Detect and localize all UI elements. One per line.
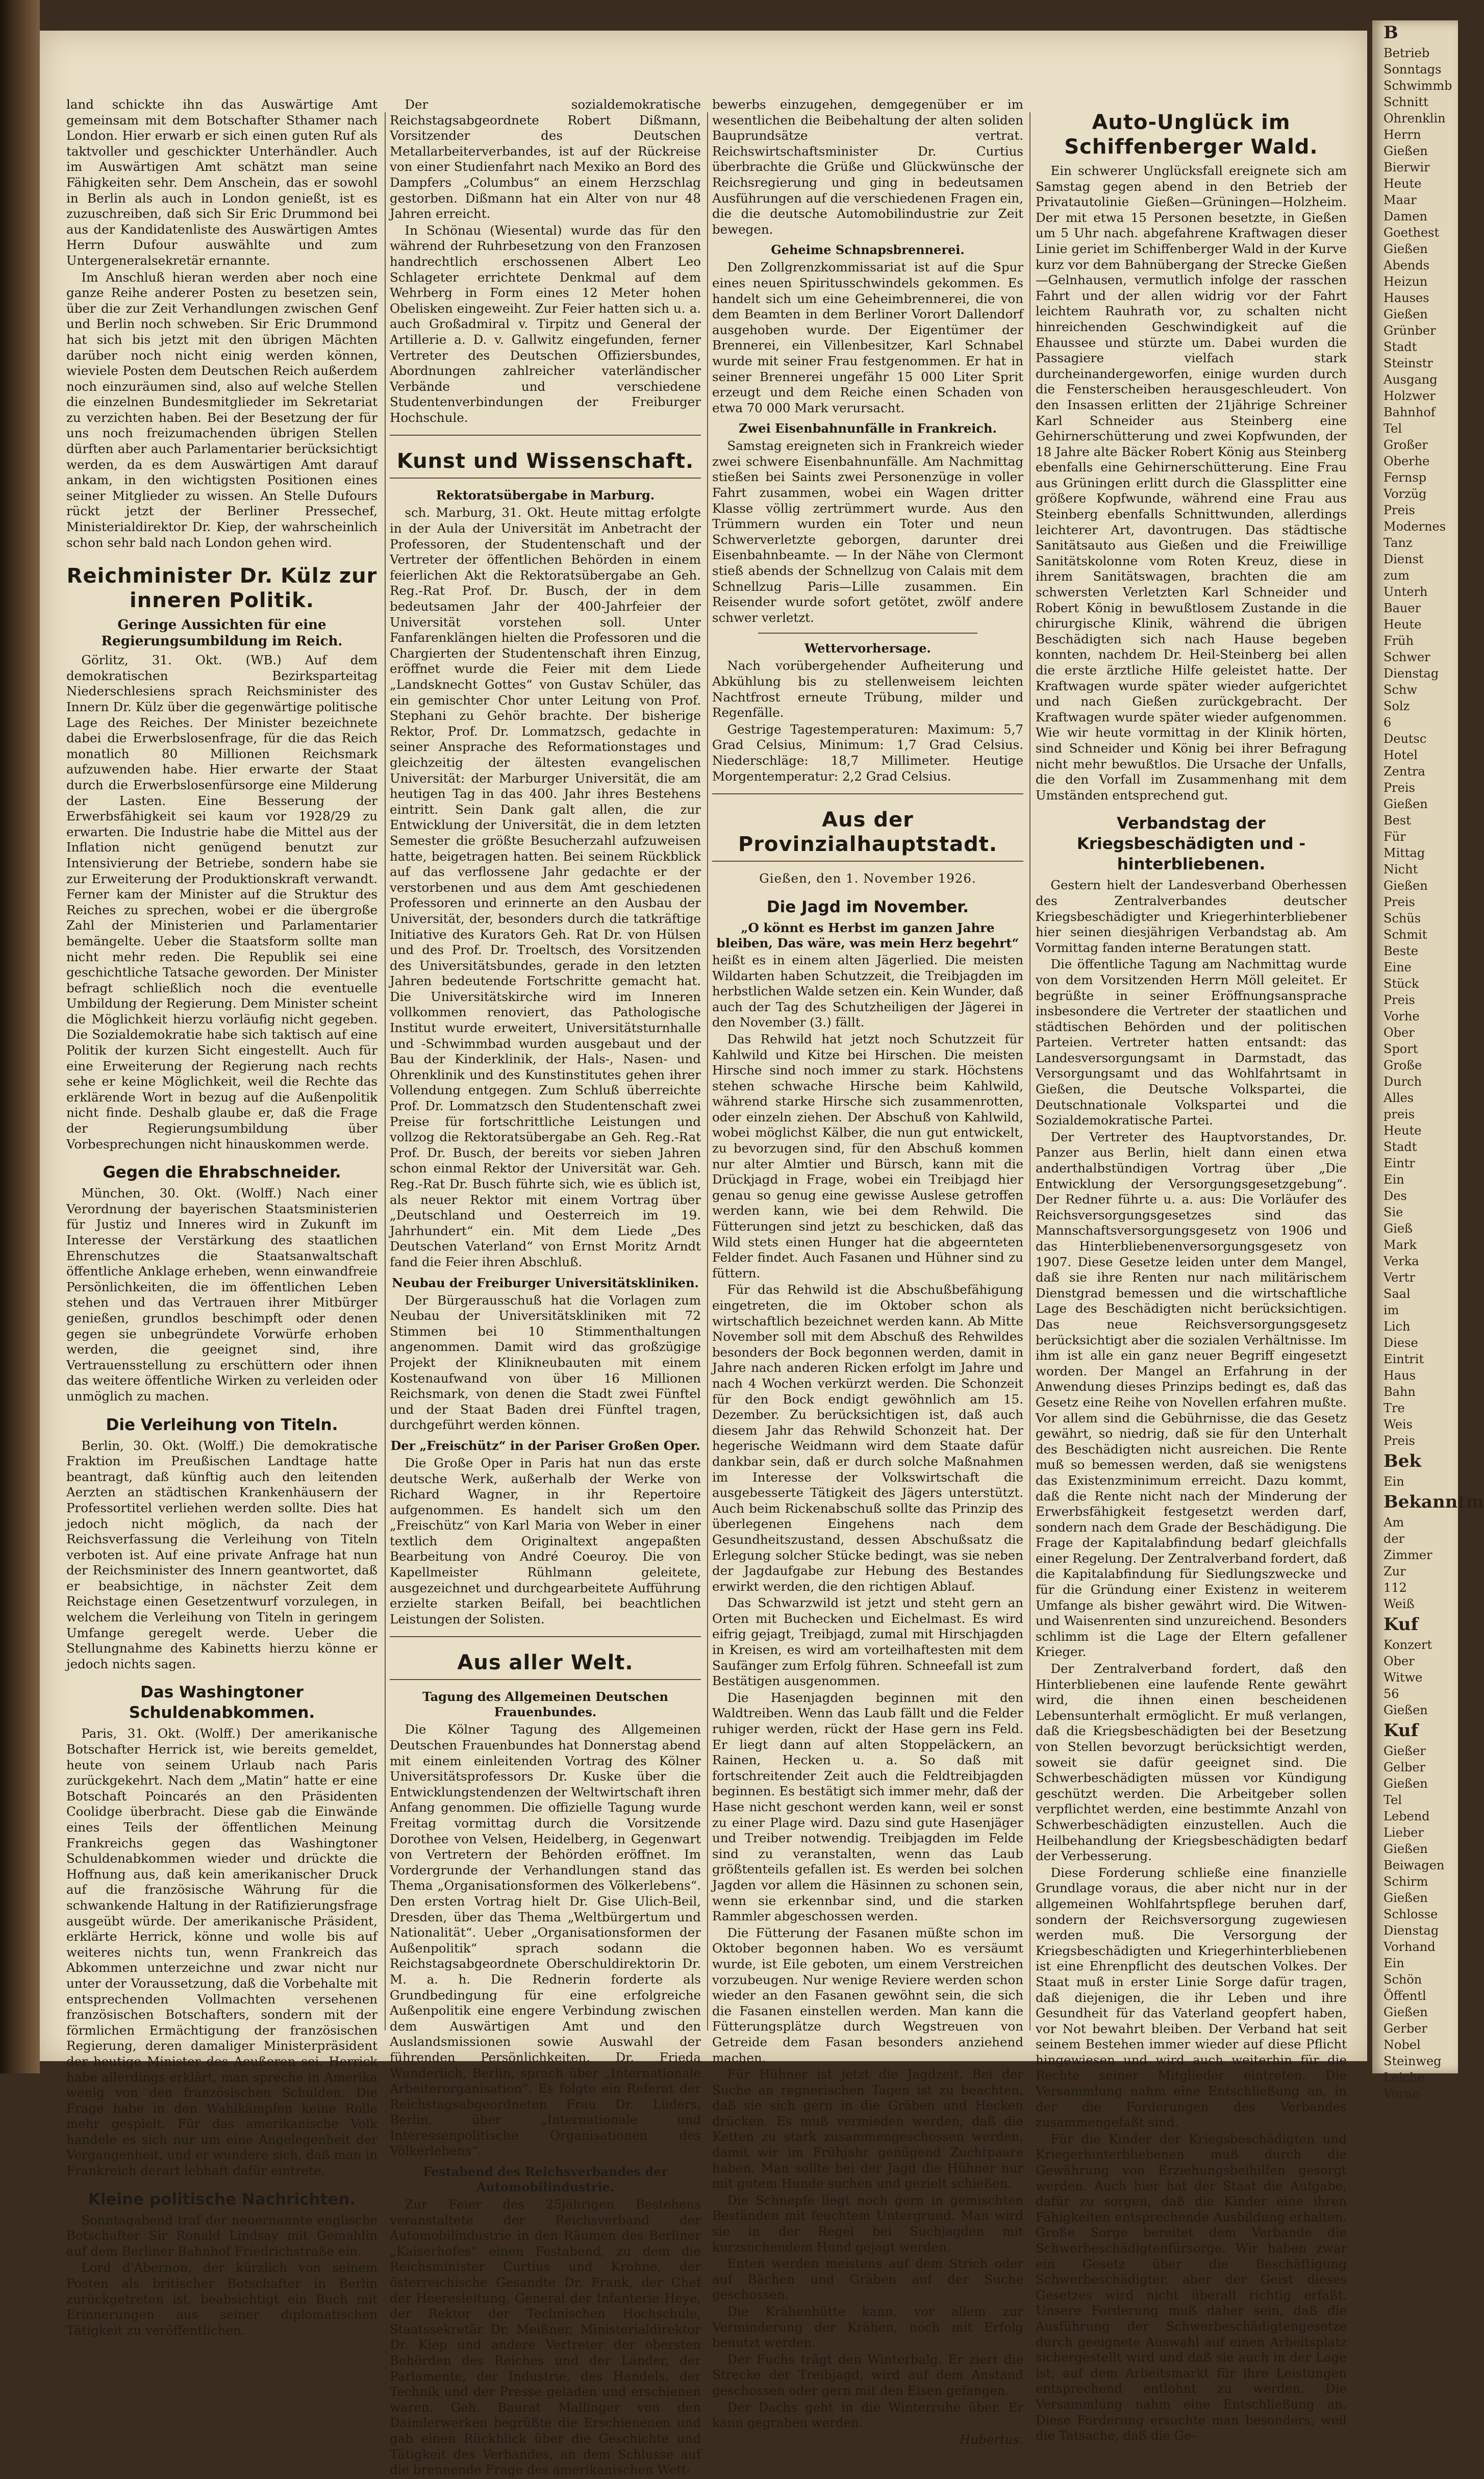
adjacent-page-text-fragment: Schlosse: [1384, 1907, 1438, 1921]
adjacent-page-text-fragment: Tanz: [1384, 536, 1413, 550]
paragraph: bewerbs einzugehen, demgegenüber er im wesentlichen die Beibehaltung der alten soliden Bauprundsätze vertrat. Reichswirtschaftsminister Dr. Curtius überbrachte die Grüße und Glückwünsche der Reichsregierung und ging in bedeutsamen Ausführungen auf die verschiedenen Fragen ein, die die deutsche Automobilindustrie zur Zeit bewegen.: [712, 97, 1023, 237]
column-1: [66, 97, 378, 2339]
adjacent-page-text-fragment: Tre: [1384, 1401, 1405, 1415]
paragraph: Diese Forderung schließe eine finanzielle Grundlage voraus, die aber nicht nur in der allgemeinen Wohlfahrtspflege beruhen darf, sondern der Reichsversorgung zugewiesen werden muß. Die Versorgung der Kriegsbeschädigten und Kriegerhinterbliebenen ist eine Ehrenpflicht des deutschen Volkes. Der Staat muß in erster Linie Sorge dafür tragen, daß diejenigen, die ihr Leben und ihre Gesundheit für das Vaterland geopfert haben, vor Not bewahrt bleiben. Der Verband hat seit seinem Bestehen immer wieder auf diese Pflicht hingewiesen und wird auch weiterhin für die Rechte seiner Mitglieder eintreten. Die Versammlung nahm eine Entschließung an, in der die Forderungen des Verbandes zusammengefaßt sind.: [1036, 1865, 1347, 2130]
adjacent-page-text-fragment: im: [1384, 1303, 1399, 1317]
adjacent-page-text-fragment: Bahn: [1384, 1385, 1416, 1399]
author-signature: Hubertus.: [959, 2432, 1023, 2447]
paragraph: In Schönau (Wiesental) wurde das für den während der Ruhrbesetzung von den Franzosen handrechtlich erschossenen Albert Leo Schlageter errichtete Denkmal auf dem Wehrberg in Form eines 12 Meter hohen Obelisken eingeweiht. Zur Feier hatten sich u. a. auch Großadmiral v. Tirpitz und General der Artillerie a. D. v. Gallwitz eingefunden, ferner Vertreter des Deutschen Offiziersbundes, Abordnungen zahlreicher vaterländischer Verbände und verschiedene Studentenverbindungen der Freiburger Hochschule.: [390, 222, 701, 425]
adjacent-page-text-fragment: Durch: [1384, 1074, 1422, 1089]
paragraph: heißt es in einem alten Jägerlied. Die meisten Wildarten haben Schutzzeit, die Treibjagden im herbstlichen Walde setzen ein. Kein Wunder, daß auch der Tag des Schutzheiligen der Jägerei in den November (3.) fällt.: [712, 952, 1023, 1030]
adjacent-page-text-fragment: Schwimmb: [1384, 79, 1452, 93]
paragraph: sch. Marburg, 31. Okt. Heute mittag erfolgte in der Aula der Universität im Anbetracht der Professoren, der Studentenschaft und der Vertreter der öffentlichen Behörden in einem feierlichen Akt die Rektoratsübergabe an Geh. Reg.-Rat Prof. Dr. Busch, der in dem bedeutsamen Jahr der 400-Jahrfeier der Universität vorstehen soll. Unter Fanfarenklängen hielten die Professoren und die Chargierten der Studentenschaft ihren Einzug, eröffnet wurde die Feier mit dem Liede „Landsknecht Gottes“ von Gustav Schüler, das ein gemischter Chor unter Leitung von Prof. Stephani zu Gehör brachte. Der bisherige Rektor, Prof. Dr. Lommatzsch, gedachte in seiner Ansprache des Reformationstages und gleichzeitig der ältesten evangelischen Universität: der Marburger Universität, die am heutigen Tag in das 400. Jahr ihres Bestehens eintritt. Sein Dank galt allen, die zur Entwicklung der Universität, die in dem letzten Semester die größte Besucherzahl aufzuweisen hatte, beigetragen hatten. Bei seinem Rückblick auf das verflossene Jahr gedachte er der verstorbenen und aus dem Amt geschiedenen Professoren und erinnerte an den Ausbau der Universität, der, besonders durch die tatkräftige Initiative des Kurators Geh. Rat Dr. von Hülsen und des Prof. Dr. Troeltsch, des Vorsitzenden des Universitätsbundes, gerade in den letzten Jahren bedeutende Fortschritte gemacht hat. Die Universitätskirche wird im Inneren vollkommen renoviert, das Pathologische Institut wurde erweitert, Universitätsturnhalle und -Schwimmbad wurden ausgebaut und der Bau der Kinderklinik, der Hals-, Nasen- und Ohrenklinik und des Kunstinstitutes gehen ihrer Vollendung entgegen. Zum Schluß überreichte Prof. Dr. Lommatzsch den Studentenschaft zwei Preise für fortschrittliche Leistungen und vollzog die Rektoratsübergabe an Geh. Reg.-Rat Prof. Dr. Busch, der bereits vor sieben Jahren schon einmal Rektor der Universität war. Geh. Reg.-Rat Dr. Busch führte sich, wie es üblich ist, als neuer Rektor mit einem Vortrag über „Deutschland und Oesterreich im 19. Jahrhundert“ ein. Mit dem Liede „Des Deutschen Vaterland“ von Ernst Moritz Arndt fand die Feier ihren Abschluß.: [390, 505, 701, 1269]
adjacent-page-text-fragment: Haus: [1384, 1368, 1416, 1383]
adjacent-page-text-fragment: Stadt: [1384, 340, 1417, 354]
paragraph: Den Zollgrenzkommissariat ist auf die Spur eines neuen Spiritusschwindels gekommen. Es handelt sich um eine Geheimbrennerei, die von dem Beamten in dem Berliner Vorort Dallendorf ausgehoben wurde. Der Eigentümer der Brennerei, ein Villenbesitzer, Karl Schnabel wurde mit seiner Frau festgenommen. Er hat in seiner Brennerei ungefähr 15 000 Liter Sprit erzeugt und dem Reiche einen Schaden von etwa 70 000 Mark verursacht.: [712, 260, 1023, 415]
adjacent-page-text-fragment: Vorhe: [1384, 1009, 1420, 1023]
adjacent-page-text-fragment: Modernes: [1384, 519, 1446, 534]
adjacent-page-text-fragment: Vorne: [1384, 2087, 1420, 2101]
adjacent-page-text-fragment: Lich: [1384, 1319, 1411, 1334]
paragraph: Zur Feier des 25jährigen Bestehens veranstaltete der Reichsverband der Automobilindustrie in den Räumen des Berliner „Kaiserhofes“ einen Festabend, zu dem die Reichsminister Curtius und Krohne, der österreichische Gesandte Dr. Frank, der Chef der Heeresleitung, General der Infanterie Heye, der Rektor der Technischen Hochschule, Staatssekretär Dr. Meißner, Ministerialdirektor Dr. Kiep und andere Vertreter der obersten Behörden des Reiches und der Länder, der Parlamente, der Industrie, des Handels, der Technik und der Presse geladen und erschienen waren. Geh. Baurat Mallinger von den Daimlerwerken begrüßte die Erschienenen und gab einen Rückblick über die Geschichte und Tätigkeit des Verbandes, an dem Schlusse auf die brennende Frage des amerikanischen Wett-: [390, 2197, 701, 2477]
adjacent-page-text-fragment: Am: [1384, 1515, 1404, 1530]
paragraph: Der Fuchs trägt den Winterbalg. Er ziert die Strecke der Treibjagd, wird auf dem Anstand geschossen oder gern mit den Eisen gefangen.: [712, 2351, 1023, 2398]
dateline: Gießen, den 1. November 1926.: [759, 871, 976, 886]
motto: „O könnt es Herbst im ganzen Jahre bleiben, Das wäre, was mein Herz begehrt“: [716, 920, 1019, 951]
adjacent-page-text-fragment: Deutsc: [1384, 732, 1427, 746]
adjacent-page-text-fragment: Gießen: [1384, 307, 1428, 321]
adjacent-page-text-fragment: Heizun: [1384, 274, 1428, 289]
adjacent-page-text-fragment: Bauer: [1384, 601, 1421, 615]
paragraph: Enten werden meistens auf dem Strich oder auf Bächen und Gräben auf der Suche geschossen.: [712, 2256, 1023, 2302]
paragraph: Das Schwarzwild ist jetzt und steht gern an Orten mit Buchecken und Eichelmast. Es wird eifrig gejagt, Treibjagd, zumal mit Hirschjagden in Kreisen, es wird am vorteilhaftesten mit dem Saufänger zum Erfolg führen. Schneefall ist zum Bestätigen ausgenommen.: [712, 1595, 1023, 1689]
adjacent-page-text-fragment: Weiß: [1384, 1597, 1415, 1611]
adjacent-page-text-fragment: Goethest: [1384, 226, 1440, 240]
adjacent-page-text-fragment: Holzwer: [1384, 389, 1436, 403]
adjacent-page-text-fragment: Ausgang: [1384, 372, 1438, 387]
subheadline-automobil: Festabend des Reichsverbandes der Automobilindustrie.: [423, 2164, 668, 2195]
adjacent-page-text-fragment: Nicht: [1384, 862, 1418, 877]
headline-ehrabschneider: Gegen die Ehrabschneider.: [103, 1163, 341, 1182]
paragraph: Lord d'Abernon, der kürzlich von seinem Posten als britischer Botschafter in Berlin zurückgetreten ist, beabsichtigt ein Buch mit Erinnerungen aus seiner diplomatischen Tätigkeit zu veröffentlichen.: [66, 2260, 378, 2338]
adjacent-page-text-fragment: zum: [1384, 568, 1410, 583]
adjacent-page-text-fragment: Saal: [1384, 1287, 1411, 1301]
adjacent-page-text-fragment: Fernsp: [1384, 470, 1427, 485]
headline-titel: Die Verleihung von Titeln.: [106, 1415, 338, 1434]
adjacent-page-text-fragment: Betrieb: [1384, 46, 1430, 60]
adjacent-page-text-fragment: Maar: [1384, 193, 1417, 207]
adjacent-page-text-fragment: Schön: [1384, 1972, 1422, 1987]
headline-washington: Das Washingtoner Schuldenabkommen.: [129, 1683, 315, 1722]
adjacent-page-text-fragment: Zur: [1384, 1564, 1406, 1579]
headline-aus-aller-welt: Aus aller Welt.: [457, 1651, 634, 1675]
headline-kriegsbeschaedigte: Verbandstag der Kriegsbeschädigten und -hinterbliebenen.: [1076, 814, 1306, 874]
subheadline-frauenbund: Tagung des Allgemeinen Deutschen Frauenbundes.: [422, 1689, 668, 1720]
headline-jagd: Die Jagd im November.: [766, 897, 969, 916]
adjacent-page-text-fragment: der: [1384, 1532, 1405, 1546]
adjacent-page-text-fragment: Konzert: [1384, 1638, 1432, 1652]
paragraph: Berlin, 30. Okt. (Wolff.) Die demokratische Fraktion im Preußischen Landtage hatte beantragt, daß künftig auch den leitenden Aerzten an städtischen Krankenhäusern der Professortitel verliehen werden sollte. Dies hat jedoch nicht möglich, da nach der Reichsverfassung die Verleihung von Titeln verboten ist. Auf eine private Anfrage hat nun der Reichsminister des Innern geantwortet, daß er beabsichtige, in nächster Zeit dem Reichstage einen Gesetzentwurf vorzulegen, in welchem die Verleihung von Titeln in geringem Umfange geregelt werde. Ueber die Stellungnahme des Kabinetts hierzu könne er jedoch nichts sagen.: [66, 1438, 378, 1671]
adjacent-page-text-fragment: Herrn: [1384, 128, 1421, 142]
adjacent-page-text-fragment: Ein: [1384, 1956, 1404, 1970]
adjacent-page-text-fragment: Öffentl: [1384, 1989, 1426, 2003]
paragraph: Die Schnepfe liegt noch gern in gemischten Beständen mit feuchtem Untergrund. Man wird sie in der Regel bei Suchjagden mit kurzsuchendem Hund gejagt werden.: [712, 2192, 1023, 2255]
paragraph: Die öffentliche Tagung am Nachmittag wurde von dem Vorsitzenden Herrn Möll geleitet. Er begrüßte in seiner Eröffnungsansprache insbesondere die Vertreter der staatlichen und städtischen Behörden und der politischen Parteien. Vertreter hatten entsandt: das Landesversorgungsamt in Darmstadt, das Versorgungsamt und das Wohlfahrtsamt in Gießen, die Deutsche Volkspartei, die Deutschnationale Volkspartei und die Sozialdemokratische Partei.: [1036, 957, 1347, 1128]
adjacent-page-text-fragment: Schwer: [1384, 650, 1430, 664]
adjacent-page-text-fragment: Des: [1384, 1189, 1407, 1203]
adjacent-page-text-fragment: Kuf: [1384, 1720, 1419, 1741]
adjacent-page-text-fragment: Steinweg: [1384, 2054, 1442, 2068]
paragraph: Für Hühner ist jetzt die Jagdzeit. Bei der Suche an regnerischen Tagen ist zu beachten, daß sie sich gern in die Gräben und Hecken drücken. Es muß vermieden werden, daß die Ketten zu stark zusammengeschossen werden, damit wir im Frühjahr genügend Zuchtpaare haben. Man sollte bei der Jagd die Hühner nur mit gutem Hunde suchen und gezielt schießen.: [712, 2067, 1023, 2191]
adjacent-page-text-fragment: Weis: [1384, 1417, 1413, 1432]
adjacent-page-text-fragment: Große: [1384, 1058, 1422, 1072]
adjacent-page-text-fragment: Vertr: [1384, 1270, 1415, 1285]
paragraph: Der Vertreter des Hauptvorstandes, Dr. Panzer aus Berlin, hielt dann einen etwa anderthalbstündigen Vortrag über „Die Entwicklung der Versorgungsgesetzgebung“. Der Redner führte u. a. aus: Die Vorläufer des Reichsversorgungsgesetzes sind das Mannschaftsversorgungsgesetz von 1906 und das Hinterbliebenenversorgungsgesetz von 1907. Diese Gesetze leiden unter dem Mangel, daß sie ihre Renten nur nach militärischem Dienstgrad bemessen und die wirtschaftliche Lage des Beschädigten nicht berücksichtigen. Das neue Reichsversorgungsgesetz berücksichtigt aber die sozialen Verhältnisse. Im ihm ist alle ein ganz neuer Begriff eingesetzt worden. Der Mangel an Erfahrung in der Anwendung dieses Prinzips bedingt es, daß das Gesetz eine Reihe von Novellen erfahren mußte. Vor allem sind die Gebührnisse, die das Gesetz gewährt, so niedrig, daß sie für den Unterhalt des Beschädigten nicht ausreichen. Die Rente muß so bemessen werden, daß sie wenigstens das Existenzminimum erreicht. Dazu kommt, daß die Rente nicht nach der Minderung der Erwerbsfähigkeit festgesetzt werden darf, sondern nach dem Grade der Beschädigung. Die Frage der Kapitalabfindung bedarf gleichfalls einer Regelung. Der Zentralverband fordert, daß die Kapitalabfindung für Siedlungszwecke und für die Gründung einer Existenz in weiterem Umfange als bisher gewährt wird. Die Witwen- und Waisenrenten sind unzureichend. Besonders schlimm ist die Lage der Eltern gefallener Krieger.: [1036, 1129, 1347, 1660]
adjacent-page-text-fragment: Bekanntm: [1384, 1492, 1484, 1512]
adjacent-page-text-fragment: Witwe: [1384, 1670, 1423, 1685]
adjacent-page-text-fragment: Schw: [1384, 683, 1417, 697]
adjacent-page-text-fragment: Gießer: [1384, 1744, 1426, 1758]
adjacent-page-text-fragment: Mittag: [1384, 846, 1425, 860]
paragraph: Die Große Oper in Paris hat nun das erste deutsche Werk, außerhalb der Werke von Richard Wagner, in ihr Repertoire aufgenommen. Es handelt sich um den „Freischütz“ von Karl Maria von Weber in einer textlich dem Originaltext angepaßten Bearbeitung von André Coeuroy. Die von Kapellmeister Rühlmann geleitete, ausgezeichnet und durchgearbeitete Aufführung erzielte starken Beifall, bei beachtlichen Leistungen der Solisten.: [390, 1455, 701, 1626]
adjacent-page-text-fragment: Schirm: [1384, 1874, 1428, 1889]
adjacent-page-text-fragment: Preis: [1384, 993, 1415, 1007]
adjacent-page-text-fragment: Gießen: [1384, 2005, 1428, 2019]
adjacent-page-text-fragment: Lebend: [1384, 1809, 1430, 1823]
adjacent-page-text-fragment: Hauses: [1384, 291, 1429, 305]
separator: [758, 633, 977, 634]
binding-gutter: [0, 0, 40, 2073]
adjacent-page-text-fragment: Dienst: [1384, 552, 1424, 566]
adjacent-page-text-fragment: Eine: [1384, 960, 1412, 974]
adjacent-page-text-fragment: Damen: [1384, 209, 1427, 223]
adjacent-page-text-fragment: Stück: [1384, 976, 1419, 991]
adjacent-page-text-fragment: Gießen: [1384, 797, 1428, 811]
paragraph: Das Rehwild hat jetzt noch Schutzzeit für Kahlwild und Kitze bei Hirschen. Die meisten Hirsche sind noch immer zu stark. Höchstens stehen schwache Hirsche beim Kahlwild, während starke Hirsche sich zusammenrotten, oder einzeln ziehen. Der Abschuß von Kahlwild, wobei möglichst Kälber, die nun gut entwickelt, zu bevorzugen sind, für den Abschuß kommen nur alter Almtier und Bürsch, kann mit die Drückjagd in Frage, wobei ein Treibjagd hier genau so genug eine gewisse Auslese getroffen werden kann, wie bei dem Rehwild. Die Fütterungen sind jetzt zu beschicken, daß das Wild stets einen Hunger hat die abgeernteten Felder findet. Auch Fasanen und Hühner sind zu füttern.: [712, 1031, 1023, 1281]
paragraph: Der Zentralverband fordert, daß den Hinterbliebenen eine laufende Rente gewährt wird, die ihnen einen bescheidenen Lebensunterhalt ermöglicht. Er muß verlangen, daß die Kriegsbeschädigten bei der Besetzung von Stellen bevorzugt berücksichtigt werden, soweit sie dafür geeignet sind. Die Schwerbeschädigten müssen vor Kündigung geschützt werden. Die Arbeitgeber sollen verpflichtet werden, eine bestimmte Anzahl von Schwerbeschädigten einzustellen. Auch die Heilbehandlung der Kriegsbeschädigten bedarf der Verbesserung.: [1036, 1661, 1347, 1864]
adjacent-page-text-fragment: Vorhand: [1384, 1940, 1436, 1954]
subheadline-wetter: Wettervorhersage.: [804, 641, 931, 656]
adjacent-page-text-fragment: Hotel: [1384, 748, 1418, 762]
adjacent-page-text-fragment: Tel: [1384, 1793, 1402, 1807]
adjacent-page-text-fragment: Diese: [1384, 1336, 1418, 1350]
adjacent-page-text-fragment: Zimmer: [1384, 1548, 1432, 1562]
adjacent-page-text-fragment: Leiche: [1384, 2070, 1425, 2085]
adjacent-page-text-fragment: Eintrit: [1384, 1352, 1424, 1366]
adjacent-page-text-fragment: Grünber: [1384, 323, 1436, 338]
paragraph: Die Fütterung der Fasanen müßte schon im Oktober begonnen haben. Wo es versäumt wurde, ist Eile geboten, um einem Verstreichen vorzubeugen. Nur wenige Reviere werden schon wieder an den Fasanen gewöhnt sein, die sich die Fasanen einstellen werden. Man kann die Fütterungsplätze durch Wegstreuen von Getreide dem Fasan besonders anziehend machen.: [712, 1925, 1023, 2065]
paragraph: land schickte ihn das Auswärtige Amt gemeinsam mit dem Botschafter Sthamer nach London. Hier erwarb er sich einen guten Ruf als taktvoller und geschickter Unterhändler. Auch im Auswärtigen Amt schätzt man seine Fähigkeiten sehr. Dem Anschein, das er sowohl in Berlin als auch in London genießt, ist es zuzuschreiben, daß sich Sir Eric Drummond bei aus der Kandidatenliste des Auswärtigen Amtes Herrn Dufour auswählte und zum Untergeneralsekretär ernannte.: [66, 97, 378, 268]
adjacent-page-text-fragment: Solz: [1384, 699, 1410, 713]
subheadline-kuelz: Geringe Aussichten für eine Regierungsumbildung im Reich.: [101, 617, 343, 649]
adjacent-page-text-fragment: Nobel: [1384, 2038, 1421, 2052]
headline-kleine-nachrichten: Kleine politische Nachrichten.: [88, 2190, 356, 2209]
adjacent-page-text-fragment: Gießen: [1384, 144, 1428, 158]
column-rule: [385, 112, 386, 2031]
adjacent-page-text-fragment: Früh: [1384, 634, 1414, 648]
adjacent-page-text-fragment: Bierwir: [1384, 160, 1430, 174]
adjacent-page-text-fragment: Gießen: [1384, 1891, 1428, 1905]
paragraph: Görlitz, 31. Okt. (WB.) Auf dem demokratischen Bezirksparteitag Niederschlesiens sprach Reichsminister des Innern Dr. Külz über die gegenwärtige politische Lage des Reiches. Der Minister bezeichnete dabei die Erwerbslosenfrage, für die das Reich monatlich 80 Millionen Reichsmark aufzuwenden habe. Hier erwarte der Staat durch die Erwerbslosenfürsorge eine Milderung der Lasten. Eine Besserung der Erwerbsfähigkeit sei kaum vor 1928/29 zu erwarten. Die Industrie habe die Mittel aus der Inflation nicht genügend benutzt zur Intensivierung der Betriebe, sondern habe sie zur Erweiterung der Produktionskraft verwandt. Ferner kam der Minister auf die Struktur des Reiches zu sprechen, wobei er die übergroße Zahl der Ministerien und Parlamentarier bemängelte. Ueber die Staatsform sollte man nicht mehr reden. Die Republik sei eine geschichtliche Tatsache geworden. Der Minister befragt schließlich noch die eventuelle Umbildung der Regierung. Dem Minister scheint die Möglichkeit hierzu vorläufig nicht gegeben. Die Sozialdemokratie habe sich taktisch auf eine Politik der kurzen Sicht eingestellt. Auch für eine Erweiterung der Regierung nach rechts sehe er keine Möglichkeit, weil die Rechte das erklärende Wort in bezug auf die Außenpolitik nicht finde. Deshalb glaube er, daß die Frage der Regierungsumbildung über Vorbesprechungen nicht hinauskommen werde.: [66, 653, 378, 1151]
paragraph: Im Anschluß hieran werden aber noch eine ganze Reihe anderer Posten zu besetzen sein, über die zur Zeit Verhandlungen zwischen Genf und Berlin noch schweben. Sir Eric Drummond hat sich bis jetzt mit den übrigen Mächten darüber noch nicht einig werden können, wieviele Posten dem Deutschen Reich außerdem noch einzuräumen sind, also auf welche Stellen die einzelnen Bundesmitglieder im Sekretariat zu verzichten haben. Bei der Besetzung der für uns noch freizumachenden übrigen Stellen dürften aber auch Parlamentarier berücksichtigt werden, da es dem Auswärtigen Amt darauf ankam, in den wichtigsten Positionen eines seiner Mitglieder zu wissen. An Stelle Dufours rückt jetzt der Berliner Pressechef, Ministerialdirektor Dr. Kiep, der wahrscheinlich schon sehr bald nach London gehen wird.: [66, 269, 378, 550]
adjacent-page-text-fragment: Oberhe: [1384, 454, 1430, 468]
paragraph: Ein schwerer Unglücksfall ereignete sich am Samstag gegen abend in den Betrieb der Privatautolinie Gießen—Grüningen—Holzheim. Der mit etwa 15 Personen besetzte, in Gießen um 5 Uhr nach. abgefahrene Kraftwagen dieser Linie geriet im Schiffenberger Wald in der Kurve kurz vor dem Bahnübergang der Strecke Gießen—Gelnhausen, vermutlich infolge der rasschen Fahrt und der allen widrig vor der Fahrt leichtem Rauhrath vor, zu schalten nicht hinreichenden Geschwindigkeit auf die Ehaussee und stürzte um. Dabei wurden die Passagiere vielfach stark durcheinandergeworfen, einige wurden durch die Fensterscheiben herausgeschleudert. Von den Insassen erlitten der 21jährige Schreiner Karl Schneider aus Steinberg eine Gehirnerschütterung und zwei Kopfwunden, der 18 Jahre alte Bäcker Robert König aus Steinberg ebenfalls eine Gehirnerschütterung. Eine Frau aus Grüningen erlitt durch die Glassplitter eine größere Kopfwunde, während eine Frau aus Steinberg ebenfalls Schnittwunden, allerdings leichterer Art, davontrugen. Das städtische Sanitätsauto aus Gießen und die Freiwillige Sanitätskolonne vom Roten Kreuz, diese in ihrem Sanitätswagen, brachten die am schwersten Verletzten Karl Schneider und Robert König in bewußtlosem Zustande in die chirurgische Klinik, während die übrigen Beschädigten sich nach Hause begeben konnten, nachdem Dr. Heil-Steinberg bei allen die erste ärztliche Hilfe geleistet hatte. Der Kraftwagen wurde später wieder aufgerichtet und nach Gießen zurückgebracht. Der Kraftwagen wurde später wieder aufgenommen. Wie wir heute vormittag in der Klinik hörten, sind Schneider und König bei ihrer Befragung nicht mehr bewußtlos. Die Ursache der Unfalls, die den Vorfall im Zusammenhang mit dem Umständen entsprechend gut.: [1036, 163, 1347, 803]
paragraph: Der sozialdemokratische Reichstagsabgeordnete Robert Dißmann, Vorsitzender des Deutschen Metallarbeiterverbandes, ist auf der Rückreise von einer Studienfahrt nach Mexiko an Bord des Dampfers „Columbus“ an einem Herzschlag gestorben. Dißmann hat ein Alter von nur 48 Jahren erreicht.: [390, 97, 701, 221]
paragraph: Für das Rehwild ist die Abschußbefähigung eingetreten, die im Oktober schon als wirtschaftlich bezeichnet werden kann. Ab Mitte November soll mit dem Abschuß des Rehwildes besonders der Bock begonnen werden, damit in Jahre nach anderen Ricken erfolgt im Jahre und nach 4 Wochen verkürzt werden. Die Schonzeit für den Bock endigt gewöhnlich am 15. Dezember. Zu berücksichtigen ist, daß auch diesem Jahr das Rehwild Schonzeit hat. Der hegerische Weidmann wird dem Staate dafür dankbar sein, daß er durch solche Maßnahmen im Interesse der Volkswirtschaft die ausgebesserte Tätigkeit des Jägers unterstützt. Auch beim Rickenabschuß sollte das Prinzip des überlegenen Eingehens nach dem Gesundheitszustand, dessen Abschußsatz die Erlegung solcher Stücke bedingt, was sie neben der Jagdaufgabe zur Hebung des Bestandes erwirkt werden, die den richtigen Ablauf.: [712, 1282, 1023, 1594]
adjacent-page-text-fragment: Gießen: [1384, 1842, 1428, 1856]
adjacent-page-text-fragment: Unterh: [1384, 585, 1428, 599]
paragraph: Für die Kinder der Kriegsbeschädigten und Kriegerhinterbliebenen muß durch die Gewährung von Erziehungsbeihilfen gesorgt werden. Auch hier hat der Staat die Aufgabe, dafür zu sorgen, daß die Kinder eine ihren Fähigkeiten entsprechende Ausbildung erhalten. Große Sorge bereitet dem Verbande die Schwerbeschädigtenfürsorge. Wir haben zwar ein Gesetz über die Beschäftigung Schwerbeschädigter, aber der Geist dieses Gesetzes wird nicht überall richtig erfaßt. Unsere Forderung muß daher sein, daß die Ausführung der Schwerbeschädigtengesetze durch geeignete Auswahl auf einen Arbeitsplatz sichergestellt wird und daß sie auch in der Lage ist, auf dem Arbeitsmarkt für ihre Leistungen entsprechend entlohnt zu werden. Die Versammlung nahm eine Entschließung an. Diese Forderung ersuchte man besonders, weil die Tatsache, daß die Ge-: [1036, 2131, 1347, 2443]
paragraph: Gestern hielt der Landesverband Oberhessen des Zentralverbandes deutscher Kriegsbeschädigter und Kriegerhinterbliebener hier seinen diesjährigen Verbandstag ab. Am Vormittag fanden interne Beratungen statt.: [1036, 878, 1347, 955]
adjacent-page-text-fragment: Schmit: [1384, 928, 1427, 942]
adjacent-page-text-fragment: Ohrenklin: [1384, 111, 1446, 126]
adjacent-page-text-fragment: preis: [1384, 1107, 1415, 1121]
paragraph: Der Bürgerausschuß hat die Vorlagen zum Neubau der Universitätskliniken mit 72 Stimmen bei 10 Stimmenthaltungen angenommen. Damit wird das großzügige Projekt der Klinikneubauten mit einem Kostenaufwand von über 16 Millionen Reichsmark, von denen die Stadt zwei Fünftel und der Staat Baden drei Fünftel tragen, durchgeführt werden können.: [390, 1292, 701, 1433]
adjacent-page-text-fragment: 6: [1384, 715, 1392, 730]
subheadline-schnaps: Geheime Schnapsbrennerei.: [771, 242, 965, 258]
adjacent-page-text-fragment: Heute: [1384, 617, 1422, 632]
adjacent-page-text-fragment: Preis: [1384, 781, 1415, 795]
adjacent-page-text-fragment: Dienstag: [1384, 666, 1439, 681]
adjacent-page-text-fragment: Gelber: [1384, 1760, 1426, 1774]
subheadline-freiburg: Neubau der Freiburger Universitätskliniken.: [392, 1275, 699, 1290]
adjacent-page-text-fragment: Alles: [1384, 1091, 1414, 1105]
headline-provinzialhauptstadt: Aus der Provinzialhauptstadt.: [738, 808, 998, 857]
column-2: [390, 97, 701, 2479]
paragraph: Der Dachs geht in die Winterruhe über. Er kann gegraben werden.: [712, 2399, 1023, 2431]
adjacent-page-text-fragment: Beiwagen: [1384, 1858, 1445, 1872]
subheadline-rektorat: Rektoratsübergabe in Marburg.: [436, 488, 655, 503]
adjacent-page-text-fragment: Gießen: [1384, 242, 1428, 256]
newspaper-page: [40, 31, 1367, 2477]
adjacent-page-text-fragment: Ober: [1384, 1654, 1415, 1668]
adjacent-page-text-fragment: Steinstr: [1384, 356, 1433, 370]
adjacent-page-text-fragment: Sport: [1384, 1042, 1418, 1056]
adjacent-page-text-fragment: 56: [1384, 1687, 1399, 1701]
column-rule: [1029, 112, 1030, 2031]
adjacent-page-text-fragment: Bahnhof: [1384, 405, 1436, 419]
adjacent-page-text-fragment: Abends: [1384, 258, 1430, 272]
adjacent-page-text-fragment: Großer: [1384, 438, 1428, 452]
subheadline-eisenbahn: Zwei Eisenbahnunfälle in Frankreich.: [739, 421, 997, 436]
paragraph: Paris, 31. Okt. (Wolff.) Der amerikanische Botschafter Herrick ist, wie bereits gemeldet, heute von seinem Urlaub nach Paris zurückgekehrt. Nach dem „Matin“ hatte er eine Botschaft Poincarés an den Präsidenten Coolidge überbracht. Diese gab die Einwände eines Teils der öffentlichen Meinung Frankreichs gegen das Washingtoner Schuldenabkommen wieder und drückte die Hoffnung aus, daß kein amerikanischer Druck auf die französische Währung für die schwankende Haltung in der Ratifizierungsfrage ausgeübt würde. Der amerikanische Präsident, erklärte Herrick, könne und wolle bis auf weiteres nichts tun, wenn Frankreich das Abkommen unterzeichne und zwar nicht nur unter der Voraussetzung, daß die Vorbehalte mit entsprechenden Vollmachten versehenen französischen Botschafters, sondern mit der förmlichen Ermächtigung der französischen Regierung, deren damaliger Ministerpräsident der heutige Minister des Aeußeren sei. Herrick habe allerdings erklärt, man spreche in Amerika wenig von den französischen Schulden. Die Frage habe in den Wahlkämpfen keine Rolle mehr gespielt. Für das amerikanische Volk handele es sich nur um eine Angelegenheit der Vergangenheit, und er wundere sich, daß man in Frankreich derart lebhaft dafür eintrete.: [66, 1726, 378, 2178]
adjacent-page-text-fragment: Beste: [1384, 944, 1419, 958]
col1-intro: [66, 97, 378, 550]
paragraph: Die Kölner Tagung des Allgemeinen Deutschen Frauenbundes hat Donnerstag abend mit einem einleitenden Vortrag des Kölner Universitätsprofessors Dr. Kuske über die Entwicklungstendenzen der Weltwirtschaft ihren Anfang genommen. Die offizielle Tagung wurde Freitag vormittag durch die Vorsitzende Dorothee von Velsen, Heidelberg, in Gegenwart von Vertretern der Behörden eröffnet. Im Vordergrunde der Verhandlungen stand das Thema „Organisationsformen des Völkerlebens“. Den ersten Vortrag hielt Dr. Gise Ulich-Beil, Dresden, über das Thema „Weltbürgertum und Nationalität“. Ueber „Organisationsformen der Außenpolitik“ sprach sodann die Reichstagsabgeordnete Oberschuldirektorin Dr. M. a. h. Die Rednerin forderte als Grundbedingung für eine erfolgreiche Außenpolitik eine engere Verbindung zwischen dem Auswärtigen Amt und den Auslandsmissionen sowie Auswahl der führenden Persönlichkeiten. Dr. Frieda Wunderlich, Berlin, sprach über „Internationale Arbeiterorganisation“. Es folgte ein Referat der Reichstagsabgeordneten Frau Dr. Lüders, Berlin, über „Internationale und Interessenpolitische Organisationen des Völkerlebens“.: [390, 1722, 701, 2159]
adjacent-page-text-fragment: Gieß: [1384, 1221, 1413, 1236]
adjacent-page-text-fragment: Heute: [1384, 1123, 1422, 1138]
adjacent-page-text-fragment: Zentra: [1384, 764, 1425, 779]
adjacent-page-text-fragment: Kuf: [1384, 1614, 1419, 1635]
adjacent-page-text-fragment: Heute: [1384, 177, 1422, 191]
column-3: [712, 97, 1023, 2447]
adjacent-page-text-fragment: Best: [1384, 813, 1411, 828]
adjacent-page-text-fragment: Verka: [1384, 1254, 1419, 1268]
adjacent-page-text-fragment: Gießen: [1384, 1776, 1428, 1791]
headline-auto-unglueck: Auto-Unglück im Schiffenberger Wald.: [1064, 111, 1318, 159]
adjacent-page-text-fragment: Für: [1384, 830, 1406, 844]
adjacent-page-text-fragment: Preis: [1384, 1434, 1415, 1448]
adjacent-page-text-fragment: B: [1384, 22, 1398, 43]
adjacent-page-text-fragment: Tel: [1384, 421, 1402, 436]
adjacent-page-text-fragment: Preis: [1384, 895, 1415, 909]
paragraph: Sonntagabend traf der neuernannte englische Botschafter Sir Ronald Lindsay mit Gemahlin auf dem Berliner Bahnhof Friedrichstraße ein.: [66, 2212, 378, 2259]
subheadline-freischuetz: Der „Freischütz“ in der Pariser Großen Oper.: [390, 1438, 700, 1453]
adjacent-page-text-fragment: Vorzüg: [1384, 487, 1427, 501]
headline-kunst-wissenschaft: Kunst und Wissenschaft.: [396, 449, 694, 473]
adjacent-page-text-fragment: Schüs: [1384, 911, 1421, 925]
headline-kuelz: Reichminister Dr. Külz zur inneren Politik.: [66, 564, 378, 613]
paragraph: München, 30. Okt. (Wolff.) Nach einer Verordnung der bayerischen Staatsministerien für Justiz und Inneres wird in Zukunft im Interesse der Verstärkung des staatlichen Ehrenschutzes die Staatsanwaltschaft öffentliche Anklage erheben, wenn einwandfreie Persönlichkeiten, die im öffentlichen Leben stehen und das Vertrauen ihrer Mitbürger genießen, grundlos beschimpft oder denen gegen sie unbegründete Vorwürfe erhoben werden, die geeignet sind, ihre Vertrauensstellung zu erschüttern oder ihnen das weitere öffentliche Wirken zu verleiden oder unmöglich zu machen.: [66, 1186, 378, 1404]
adjacent-page-text-fragment: Gerber: [1384, 2021, 1427, 2036]
adjacent-page-text-fragment: Mark: [1384, 1238, 1417, 1252]
adjacent-page-text-fragment: Bek: [1384, 1451, 1421, 1471]
adjacent-page-text-fragment: Ein: [1384, 1474, 1404, 1489]
adjacent-page-text-fragment: 112: [1384, 1581, 1407, 1595]
adjacent-page-text-fragment: Sie: [1384, 1205, 1403, 1219]
adjacent-page-text-fragment: Dienstag: [1384, 1923, 1439, 1938]
paragraph: Die Hasenjagden beginnen mit den Waldtreiben. Wenn das Laub fällt und die Felder ruhiger werden, rückt der Hase gern ins Feld. Er liegt dann auf alten Stoppeläckern, an Rainen, Hecken u. a. So daß mit fortschreitender Zeit auch die Feldtreibjagden beginnen. Es bestätigt sich immer mehr, daß der Hase nicht geschont werden kann, weil er sonst zu einer Plage wird. Dazu sind gute Hasenjäger und Treiber notwendig. Treibjagden im Felde sind zu veranstalten, wenn das Laub größtenteils gefallen ist. Es werden bei solchen Jagden vor allem die Häsinnen zu schonen sein, wenn sie erkennbar sind, und die starken Rammler abgeschossen werden.: [712, 1690, 1023, 1924]
adjacent-page-text-fragment: Sonntags: [1384, 62, 1442, 77]
adjacent-page-edge: [1372, 20, 1484, 2101]
paragraph: Samstag ereigneten sich in Frankreich wieder zwei schwere Eisenbahnunfälle. Am Nachmittag stießen bei Saints zwei Personenzüge in voller Fahrt zusammen, wobei ein Wagen dritter Klasse völlig zertrümmert wurde. Aus den Trümmern wurden ein Toter und neun Schwerverletzte geborgen, darunter drei Eisenbahnbeamte. — In der Nähe von Clermont stieß abends der Schnellzug von Calais mit dem Schnellzug Paris—Lille zusammen. Ein Reisender wurde sofort getötet, zwölf andere schwer verletzt.: [712, 438, 1023, 625]
column-rule: [707, 112, 708, 2031]
adjacent-page-text-fragment: Ober: [1384, 1025, 1415, 1040]
paragraph: Gestrige Tagestemperaturen: Maximum: 5,7 Grad Celsius, Minimum: 1,7 Grad Celsius. Niederschläge: 18,7 Millimeter. Heutige Morgentemperatur: 2,2 Grad Celsius.: [712, 721, 1023, 784]
adjacent-page-text-fragment: Eintr: [1384, 1156, 1415, 1170]
adjacent-page-text-fragment: Preis: [1384, 503, 1415, 517]
adjacent-page-text-fragment: Schnitt: [1384, 95, 1428, 109]
adjacent-page-text-fragment: Lieber: [1384, 1825, 1424, 1840]
adjacent-page-text-fragment: Gießen: [1384, 1703, 1428, 1717]
adjacent-page-text-fragment: Stadt: [1384, 1140, 1417, 1154]
paragraph: Nach vorübergehender Aufheiterung und Abkühlung bis zu stellenweisem leichten Nachtfrost erneute Trübung, milder und Regenfälle.: [712, 658, 1023, 720]
adjacent-page-text-fragment: Ein: [1384, 1172, 1404, 1187]
column-4: [1036, 97, 1347, 2445]
paragraph: Die Krähenhütte kann, vor allem zur Verminderung der Krähen, noch mit Erfolg benutzt werden.: [712, 2304, 1023, 2350]
adjacent-page-text-fragment: Gießen: [1384, 879, 1428, 893]
